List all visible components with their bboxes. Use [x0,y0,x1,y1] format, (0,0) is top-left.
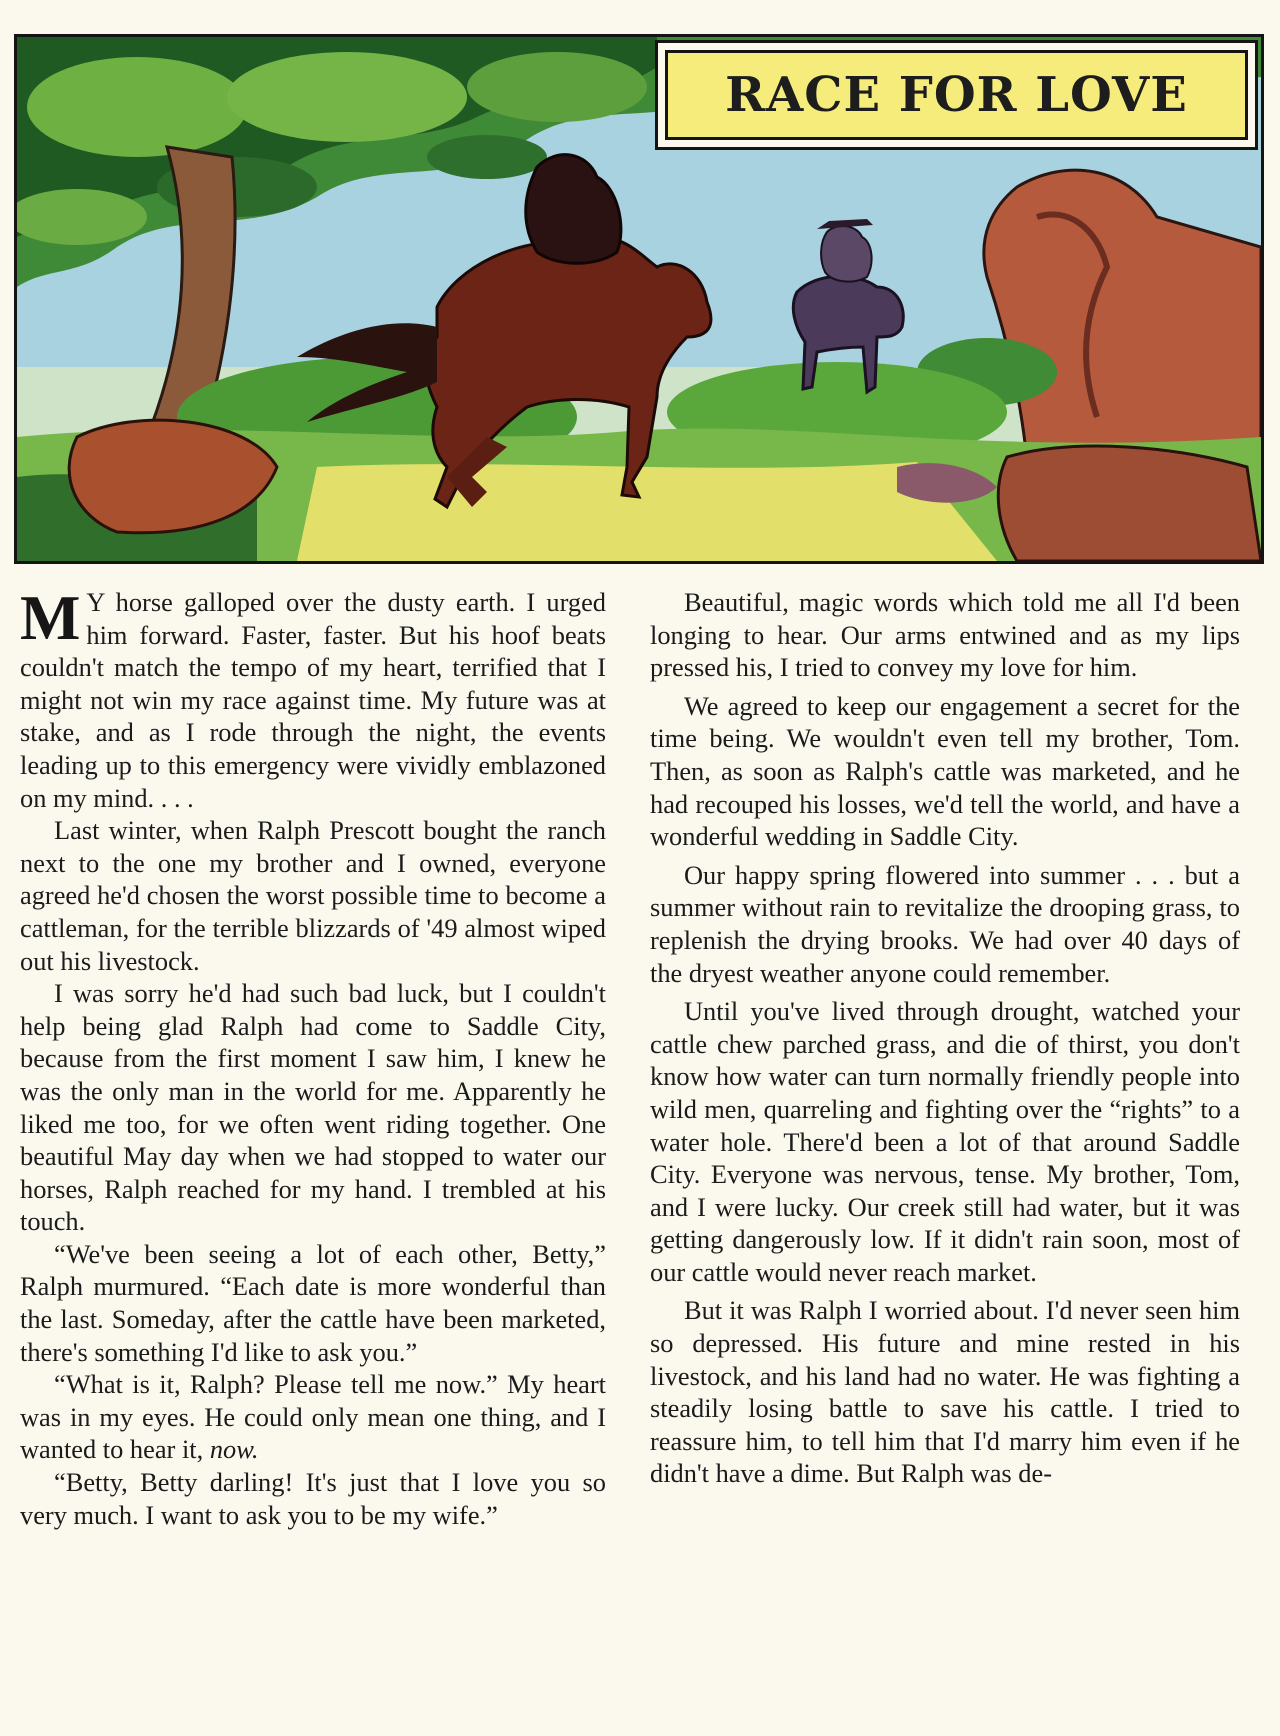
right-text-column [650,586,1240,1490]
story-title: RACE FOR LOVE [725,67,1188,123]
paragraph: “What is it, Ralph? Please tell me now.” My heart was in my eyes. He could only mean one thing, and I wanted to hear it, now. [20,1369,606,1465]
story-title-box [655,40,1258,150]
paragraph: We agreed to keep our engagement a secret for the time being. We wouldn't even tell my brother, Tom. Then, as soon as Ralph's cattle was marketed, and he had recouped his losses, we'd tell the world, and have a wonderful wedding in Saddle City. [650,690,1240,852]
paragraph: But it was Ralph I worried about. I'd never seen him so depressed. His future and mine rested in his livestock, and his land had no water. He was fighting a steadily losing battle to save his cattle. I tried to reassure him, to tell him that I'd marry him even if he didn't have a dime. But Ralph was de- [650,1295,1240,1489]
drop-cap: M [20,582,81,653]
paragraph: “Betty, Betty darling! It's just that I love you so very much. I want to ask you to be my wife.” [20,1467,606,1530]
paragraph: I was sorry he'd had such bad luck, but I couldn't help being glad Ralph had come to Saddle City, because from the first moment I saw him, I knew he was the only man in the world for me. Apparently he liked me too, for we often went riding together. One beautiful May day when we had stopped to water our horses, Ralph reached for my hand. I trembled at his touch. [20,978,606,1237]
paragraph: M Y horse galloped over the dusty earth. I urged him forward. Faster, faster. But his hoof beats couldn't match the tempo of my heart, terrified that I might not win my race against time. My future was at stake, and as I rode through the night, the events leading up to this emergency were vividly emblazoned on my mind. . . . [20,582,606,813]
paragraph: Until you've lived through drought, watched your cattle chew parched grass, and die of thirst, you don't know how water can turn normally friendly people into wild men, quarreling and fighting over the “rights” to a water hole. There'd been a lot of that around Saddle City. Everyone was nervous, tense. My brother, Tom, and I were lucky. Our creek still had water, but it was getting dangerously low. If it didn't rain soon, most of our cattle would never reach market. [650,996,1240,1287]
paragraph: Beautiful, magic words which told me all I'd been longing to hear. Our arms entwined and as my lips pressed his, I tried to convey my love for him. [650,587,1240,683]
paragraph: “We've been seeing a lot of each other, Betty,” Ralph murmured. “Each date is more wonderful than the last. Someday, after the cattle have been marketed, there's something I'd like to ask you.” [20,1238,606,1367]
paragraph: Our happy spring flowered into summer . . . but a summer without rain to revitalize the drooping grass, to replenish the drying brooks. We had over 40 days of the dryest weather anyone could remember. [650,859,1240,988]
left-text-column [20,582,606,1531]
paragraph: Last winter, when Ralph Prescott bought the ranch next to the one my brother and I owned, everyone agreed he'd chosen the worst possible time to become a cattleman, for the terrible blizzards of '49 almost wiped out his livestock. [20,815,606,976]
